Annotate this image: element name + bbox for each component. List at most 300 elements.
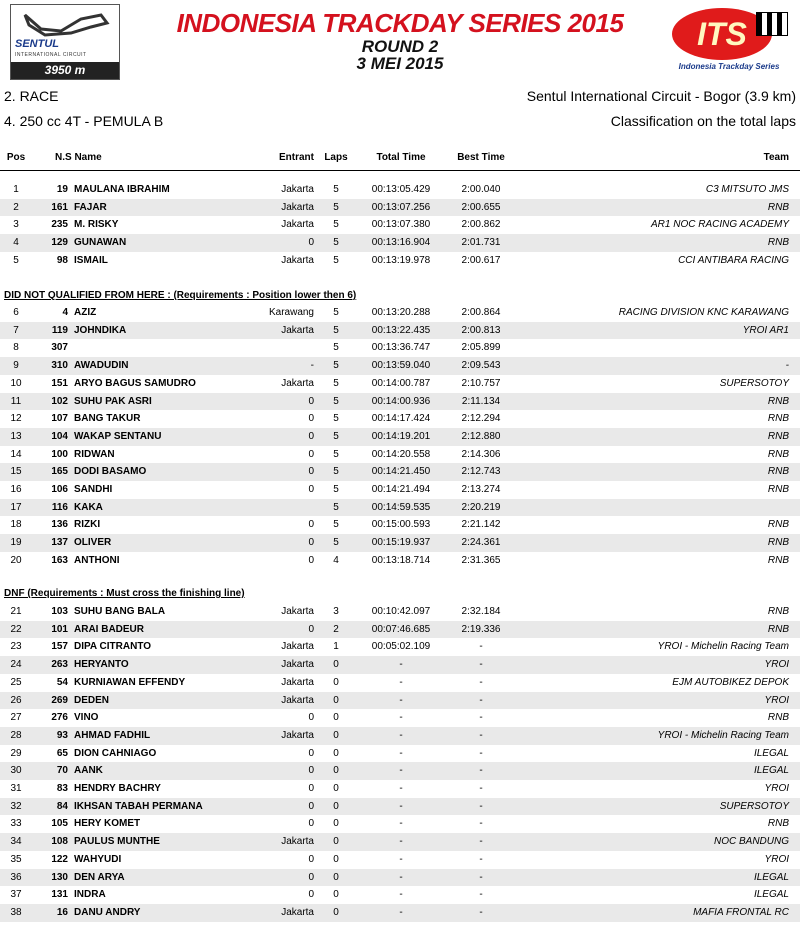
cell-name: HERY KOMET (74, 818, 141, 830)
result-row (0, 234, 800, 252)
cell-best: - (479, 765, 483, 777)
cell-laps: 0 (333, 694, 339, 706)
result-row (0, 393, 800, 411)
cell-laps: 0 (333, 889, 339, 901)
cell-name: BANG TAKUR (74, 413, 141, 425)
cell-pos: 37 (10, 889, 22, 901)
track-outline-icon (11, 5, 119, 39)
cell-total: - (399, 659, 403, 671)
cell-total: - (399, 818, 403, 830)
result-row (0, 375, 800, 393)
result-row (0, 499, 800, 517)
cell-team: ILEGAL (753, 747, 789, 759)
header-divider (0, 170, 800, 171)
cell-best: - (479, 676, 483, 688)
cell-ns: 235 (51, 219, 68, 231)
cell-name: DODI BASAMO (74, 466, 147, 478)
cell-pos: 5 (13, 254, 19, 266)
cell-name: RIDWAN (74, 448, 115, 460)
cell-team: ILEGAL (753, 871, 789, 883)
cell-team: MAFIA FRONTAL RC (693, 906, 789, 918)
section-heading: DNF (Requirements : Must cross the finishing line) (4, 588, 245, 599)
cell-entrant: Jakarta (281, 606, 314, 617)
cell-team: ILEGAL (753, 889, 789, 901)
cell-entrant: 0 (308, 623, 314, 635)
cell-pos: 17 (10, 501, 22, 513)
cell-name: DEDEN (74, 694, 110, 706)
cell-laps: 5 (333, 484, 339, 495)
cell-team: ILEGAL (753, 765, 789, 777)
cell-entrant: Jakarta (281, 219, 314, 231)
cell-pos: 8 (13, 342, 19, 354)
cell-laps: 0 (333, 659, 339, 671)
cell-name: PAULUS MUNTHE (74, 836, 160, 848)
cell-laps: 5 (333, 430, 339, 442)
cell-ns: 163 (51, 554, 68, 566)
cell-ns: 276 (51, 712, 68, 724)
result-row (0, 638, 800, 656)
cell-entrant: Jakarta (281, 694, 314, 706)
cell-entrant: 0 (308, 818, 314, 830)
cell-name: ISMAIL (74, 254, 108, 266)
cell-entrant: 0 (308, 237, 314, 249)
cell-entrant: Jakarta (281, 641, 314, 653)
table-header (0, 148, 800, 168)
cell-total: 00:14:19.201 (371, 430, 431, 442)
cell-name: KAKA (74, 501, 103, 513)
cell-entrant: 0 (308, 889, 314, 901)
cell-laps: 5 (333, 519, 339, 531)
result-row (0, 674, 800, 692)
cell-laps: 0 (333, 871, 339, 883)
col-pos: Pos (6, 152, 26, 163)
cell-best: - (479, 747, 483, 759)
cell-name: MAULANA IBRAHIM (74, 184, 170, 195)
result-row (0, 656, 800, 674)
cell-laps: 0 (333, 747, 339, 759)
result-row (0, 446, 800, 464)
cell-total: - (399, 853, 403, 865)
cell-entrant: Jakarta (281, 729, 314, 741)
cell-team: RNB (767, 623, 789, 635)
cell-ns: 130 (51, 871, 68, 883)
cell-pos: 35 (10, 853, 22, 865)
cell-laps: 0 (333, 676, 339, 688)
cell-best: 2:14.306 (461, 448, 501, 460)
cell-team: YROI (764, 783, 789, 794)
cell-laps: 5 (333, 501, 339, 513)
cell-entrant: Jakarta (281, 377, 314, 389)
cell-ns: 70 (56, 765, 68, 777)
cell-best: 2:12.294 (461, 413, 501, 425)
cell-name: DIPA CITRANTO (74, 641, 152, 653)
result-row (0, 692, 800, 710)
result-row (0, 463, 800, 481)
cell-pos: 38 (10, 906, 22, 918)
cell-pos: 36 (10, 871, 22, 883)
cell-total: 00:14:17.424 (371, 413, 431, 425)
cell-total: - (399, 747, 403, 759)
sentul-circuit-logo (10, 4, 120, 80)
cell-name: SUHU PAK ASRI (74, 395, 152, 407)
cell-best: 2:01.731 (461, 237, 501, 249)
page-title: INDONESIA TRACKDAY SERIES 2015 (176, 8, 624, 38)
result-row (0, 552, 800, 570)
cell-total: 00:13:20.288 (371, 307, 431, 318)
cell-pos: 33 (10, 818, 22, 830)
cell-laps: 1 (333, 641, 339, 653)
cell-pos: 19 (10, 537, 22, 549)
cell-ns: 93 (56, 729, 68, 741)
cell-team: RNB (767, 413, 789, 425)
cell-laps: 2 (333, 623, 339, 635)
result-row (0, 762, 800, 780)
result-row (0, 904, 800, 922)
cell-laps: 5 (333, 413, 339, 425)
cell-entrant: 0 (308, 871, 314, 883)
cell-total: 00:07:46.685 (371, 623, 431, 635)
cell-laps: 5 (333, 537, 339, 549)
cell-laps: 0 (333, 906, 339, 918)
cell-total: 00:13:59.040 (371, 360, 431, 372)
cell-pos: 26 (10, 694, 22, 706)
cell-pos: 11 (10, 395, 22, 407)
result-row (0, 798, 800, 816)
cell-entrant: 0 (308, 765, 314, 777)
result-row (0, 780, 800, 798)
cell-laps: 0 (333, 712, 339, 724)
cell-team: YROI - Michelin Racing Team (657, 641, 789, 653)
cell-team: YROI (764, 853, 789, 865)
cell-pos: 24 (10, 659, 22, 671)
cell-pos: 10 (10, 377, 22, 389)
cell-total: - (399, 712, 403, 724)
cell-pos: 7 (13, 324, 19, 336)
cell-total: - (399, 694, 403, 706)
cell-total: 00:14:00.787 (371, 377, 431, 389)
cell-team: - (785, 360, 789, 372)
cell-team: RNB (767, 466, 789, 478)
cell-total: 00:13:16.904 (371, 237, 431, 249)
cell-best: - (479, 836, 483, 848)
cell-ns: 102 (51, 395, 68, 407)
cell-total: 00:13:07.256 (371, 201, 431, 213)
cell-team: RACING DIVISION KNC KARAWANG (618, 307, 789, 318)
cell-best: 2:20.219 (461, 501, 501, 513)
cell-ns: 84 (56, 800, 68, 812)
cell-name: DANU ANDRY (74, 906, 141, 918)
cell-ns: 16 (56, 906, 68, 918)
cell-laps: 5 (333, 219, 339, 231)
session-label: 2. RACE (4, 88, 59, 104)
cell-entrant: 0 (308, 800, 314, 812)
cell-pos: 34 (10, 836, 22, 848)
cell-team: RNB (767, 201, 789, 213)
cell-team: RNB (767, 606, 789, 617)
cell-entrant: Karawang (268, 307, 314, 318)
cell-total: 00:13:05.429 (371, 184, 431, 195)
cell-ns: 310 (51, 360, 68, 372)
cell-laps: 0 (333, 783, 339, 794)
cell-laps: 5 (333, 448, 339, 460)
cell-team: RNB (767, 237, 789, 249)
cell-pos: 27 (10, 712, 22, 724)
cell-entrant: Jakarta (281, 254, 314, 266)
cell-best: - (479, 818, 483, 830)
cell-team: RNB (767, 448, 789, 460)
cell-total: - (399, 836, 403, 848)
cell-best: 2:10.757 (461, 377, 501, 389)
cell-ns: 157 (51, 641, 68, 653)
cell-name: GUNAWAN (74, 237, 127, 249)
cell-ns: 106 (51, 484, 68, 495)
cell-pos: 1 (13, 184, 19, 195)
cell-total: - (399, 783, 403, 794)
round-label: ROUND 2 (361, 37, 439, 56)
cell-ns: 263 (51, 659, 68, 671)
its-series-logo (664, 8, 794, 76)
cell-total: - (399, 765, 403, 777)
cell-total: 00:10:42.097 (371, 606, 431, 617)
cell-entrant: 0 (308, 554, 314, 566)
cell-best: 2:00.040 (461, 184, 501, 195)
cell-team: RNB (767, 554, 789, 566)
cell-total: 00:13:36.747 (371, 342, 431, 354)
cell-pos: 12 (10, 413, 22, 425)
cell-ns: 104 (51, 430, 68, 442)
cell-total: 00:05:02.109 (371, 641, 431, 653)
cell-entrant: - (310, 360, 314, 372)
col-ns: N.S (55, 152, 72, 163)
cell-pos: 20 (10, 554, 22, 566)
cell-pos: 18 (10, 519, 22, 531)
venue-label: Sentul International Circuit - Bogor (3.9 km) (526, 88, 796, 104)
cell-ns: 98 (56, 254, 68, 266)
result-row (0, 534, 800, 552)
cell-team: RNB (767, 430, 789, 442)
cell-ns: 100 (51, 448, 68, 460)
cell-name: SANDHI (74, 484, 113, 495)
cell-total: - (399, 676, 403, 688)
cell-entrant: 0 (308, 430, 314, 442)
its-tagline: Indonesia Trackday Series (678, 62, 780, 71)
cell-ns: 119 (51, 324, 68, 336)
col-name: Name (74, 152, 102, 163)
cell-pos: 3 (13, 219, 19, 231)
section-heading: DID NOT QUALIFIED FROM HERE : (Requirements : Position lower then 6) (4, 290, 357, 301)
cell-laps: 5 (333, 360, 339, 372)
cell-total: 00:15:00.593 (371, 519, 431, 531)
cell-best: - (479, 641, 483, 653)
cell-best: 2:00.864 (461, 307, 501, 318)
cell-total: 00:13:22.435 (371, 324, 431, 336)
cell-entrant: Jakarta (281, 659, 314, 671)
cell-entrant: 0 (308, 712, 314, 724)
cell-entrant: Jakarta (281, 836, 314, 848)
cell-team: RNB (767, 484, 789, 495)
cell-laps: 4 (333, 554, 339, 566)
cell-name: AANK (74, 765, 103, 777)
classification-label: Classification on the total laps (610, 113, 796, 129)
event-date: 3 MEI 2015 (356, 54, 444, 73)
cell-total: - (399, 729, 403, 741)
cell-best: 2:12.880 (461, 430, 501, 442)
page-header (0, 0, 800, 82)
cell-name: ANTHONI (74, 554, 120, 566)
cell-ns: 83 (56, 783, 68, 794)
cell-team: RNB (767, 818, 789, 830)
cell-team: RNB (767, 519, 789, 531)
cell-name: AHMAD FADHIL (74, 729, 151, 741)
cell-best: 2:19.336 (461, 623, 501, 635)
cell-pos: 15 (10, 466, 22, 478)
cell-name: HENDRY BACHRY (74, 783, 161, 794)
cell-team: C3 MITSUTO JMS (705, 184, 789, 195)
cell-name: DEN ARYA (74, 871, 125, 883)
result-row (0, 339, 800, 357)
col-entrant: Entrant (279, 152, 314, 163)
result-row (0, 833, 800, 851)
result-row (0, 322, 800, 340)
result-row (0, 851, 800, 869)
cell-pos: 28 (10, 729, 22, 741)
result-row (0, 727, 800, 745)
category-label: 4. 250 cc 4T - PEMULA B (4, 113, 164, 129)
cell-laps: 0 (333, 765, 339, 777)
cell-laps: 0 (333, 836, 339, 848)
cell-best: - (479, 783, 483, 794)
result-row (0, 709, 800, 727)
cell-team: YROI AR1 (742, 324, 789, 336)
cell-entrant: Jakarta (281, 676, 314, 688)
checkered-flag-icon (756, 12, 788, 36)
cell-best: - (479, 871, 483, 883)
cell-total: 00:14:00.936 (371, 395, 431, 407)
cell-entrant: 0 (308, 853, 314, 865)
cell-best: 2:00.617 (461, 254, 501, 266)
sentul-subtitle: INTERNATIONAL CIRCUIT (15, 52, 87, 58)
result-row (0, 252, 800, 270)
cell-pos: 14 (10, 448, 22, 460)
cell-ns: 269 (51, 694, 68, 706)
cell-name: ARYO BAGUS SAMUDRO (74, 377, 196, 389)
cell-name: M. RISKY (74, 219, 119, 231)
cell-team: YROI (764, 659, 789, 671)
result-row (0, 410, 800, 428)
cell-best: 2:31.365 (461, 554, 501, 566)
cell-name: IKHSAN TABAH PERMANA (74, 800, 203, 812)
cell-laps: 0 (333, 818, 339, 830)
cell-pos: 2 (13, 201, 19, 213)
col-total-time: Total Time (376, 152, 426, 163)
cell-name: KURNIAWAN EFFENDY (74, 676, 186, 688)
cell-total: 00:14:20.558 (371, 448, 431, 460)
cell-entrant: 0 (308, 747, 314, 759)
cell-pos: 21 (10, 606, 22, 617)
cell-best: - (479, 800, 483, 812)
cell-total: - (399, 871, 403, 883)
cell-ns: 122 (51, 853, 68, 865)
result-row (0, 603, 800, 621)
cell-best: 2:00.862 (461, 219, 501, 231)
cell-laps: 5 (333, 324, 339, 336)
cell-total: 00:13:19.978 (371, 254, 431, 266)
cell-pos: 31 (10, 783, 22, 794)
cell-name: RIZKI (74, 519, 101, 531)
cell-ns: 131 (51, 889, 68, 901)
cell-entrant: 0 (308, 413, 314, 425)
cell-ns: 103 (51, 606, 68, 617)
cell-best: 2:21.142 (461, 519, 501, 531)
result-row (0, 304, 800, 322)
result-row (0, 869, 800, 887)
cell-ns: 129 (51, 237, 68, 249)
cell-laps: 5 (333, 201, 339, 213)
cell-team: YROI - Michelin Racing Team (657, 729, 789, 741)
result-row (0, 357, 800, 375)
cell-best: 2:09.543 (461, 360, 501, 372)
cell-ns: 136 (51, 519, 68, 531)
col-team: Team (763, 152, 789, 163)
cell-name: VINO (74, 712, 99, 724)
cell-pos: 6 (13, 307, 19, 318)
cell-best: 2:00.655 (461, 201, 501, 213)
cell-ns: 151 (51, 377, 68, 389)
cell-name: WAHYUDI (74, 853, 122, 865)
result-row (0, 516, 800, 534)
cell-total: 00:14:21.450 (371, 466, 431, 478)
cell-best: 2:00.813 (461, 324, 501, 336)
cell-team: SUPERSOTOY (719, 800, 789, 812)
cell-total: 00:15:19.937 (371, 537, 431, 549)
cell-laps: 5 (333, 395, 339, 407)
result-row (0, 886, 800, 904)
cell-laps: 0 (333, 729, 339, 741)
cell-best: 2:12.743 (461, 466, 501, 478)
cell-name: ARAI BADEUR (74, 623, 144, 635)
cell-ns: 105 (51, 818, 68, 830)
col-laps: Laps (324, 152, 348, 163)
cell-pos: 29 (10, 747, 22, 759)
cell-best: - (479, 659, 483, 671)
cell-total: 00:14:21.494 (371, 484, 431, 495)
cell-total: 00:13:07.380 (371, 219, 431, 231)
cell-ns: 101 (51, 623, 68, 635)
result-row (0, 199, 800, 217)
cell-laps: 3 (333, 606, 339, 617)
cell-entrant: 0 (308, 783, 314, 794)
cell-name: HERYANTO (74, 659, 129, 671)
cell-entrant: 0 (308, 395, 314, 407)
result-row (0, 216, 800, 234)
cell-name: AZIZ (74, 307, 97, 318)
cell-name: SUHU BANG BALA (74, 606, 166, 617)
cell-pos: 30 (10, 765, 22, 777)
cell-best: - (479, 712, 483, 724)
cell-total: - (399, 889, 403, 901)
cell-best: - (479, 889, 483, 901)
cell-team: RNB (767, 712, 789, 724)
cell-pos: 9 (13, 360, 19, 372)
cell-entrant: 0 (308, 519, 314, 531)
cell-entrant: Jakarta (281, 201, 314, 213)
cell-ns: 137 (51, 537, 68, 549)
cell-best: 2:11.134 (461, 395, 501, 407)
cell-team: NOC BANDUNG (713, 836, 789, 848)
cell-name: FAJAR (74, 201, 107, 213)
cell-team: CCI ANTIBARA RACING (678, 254, 789, 266)
cell-pos: 16 (10, 484, 22, 495)
